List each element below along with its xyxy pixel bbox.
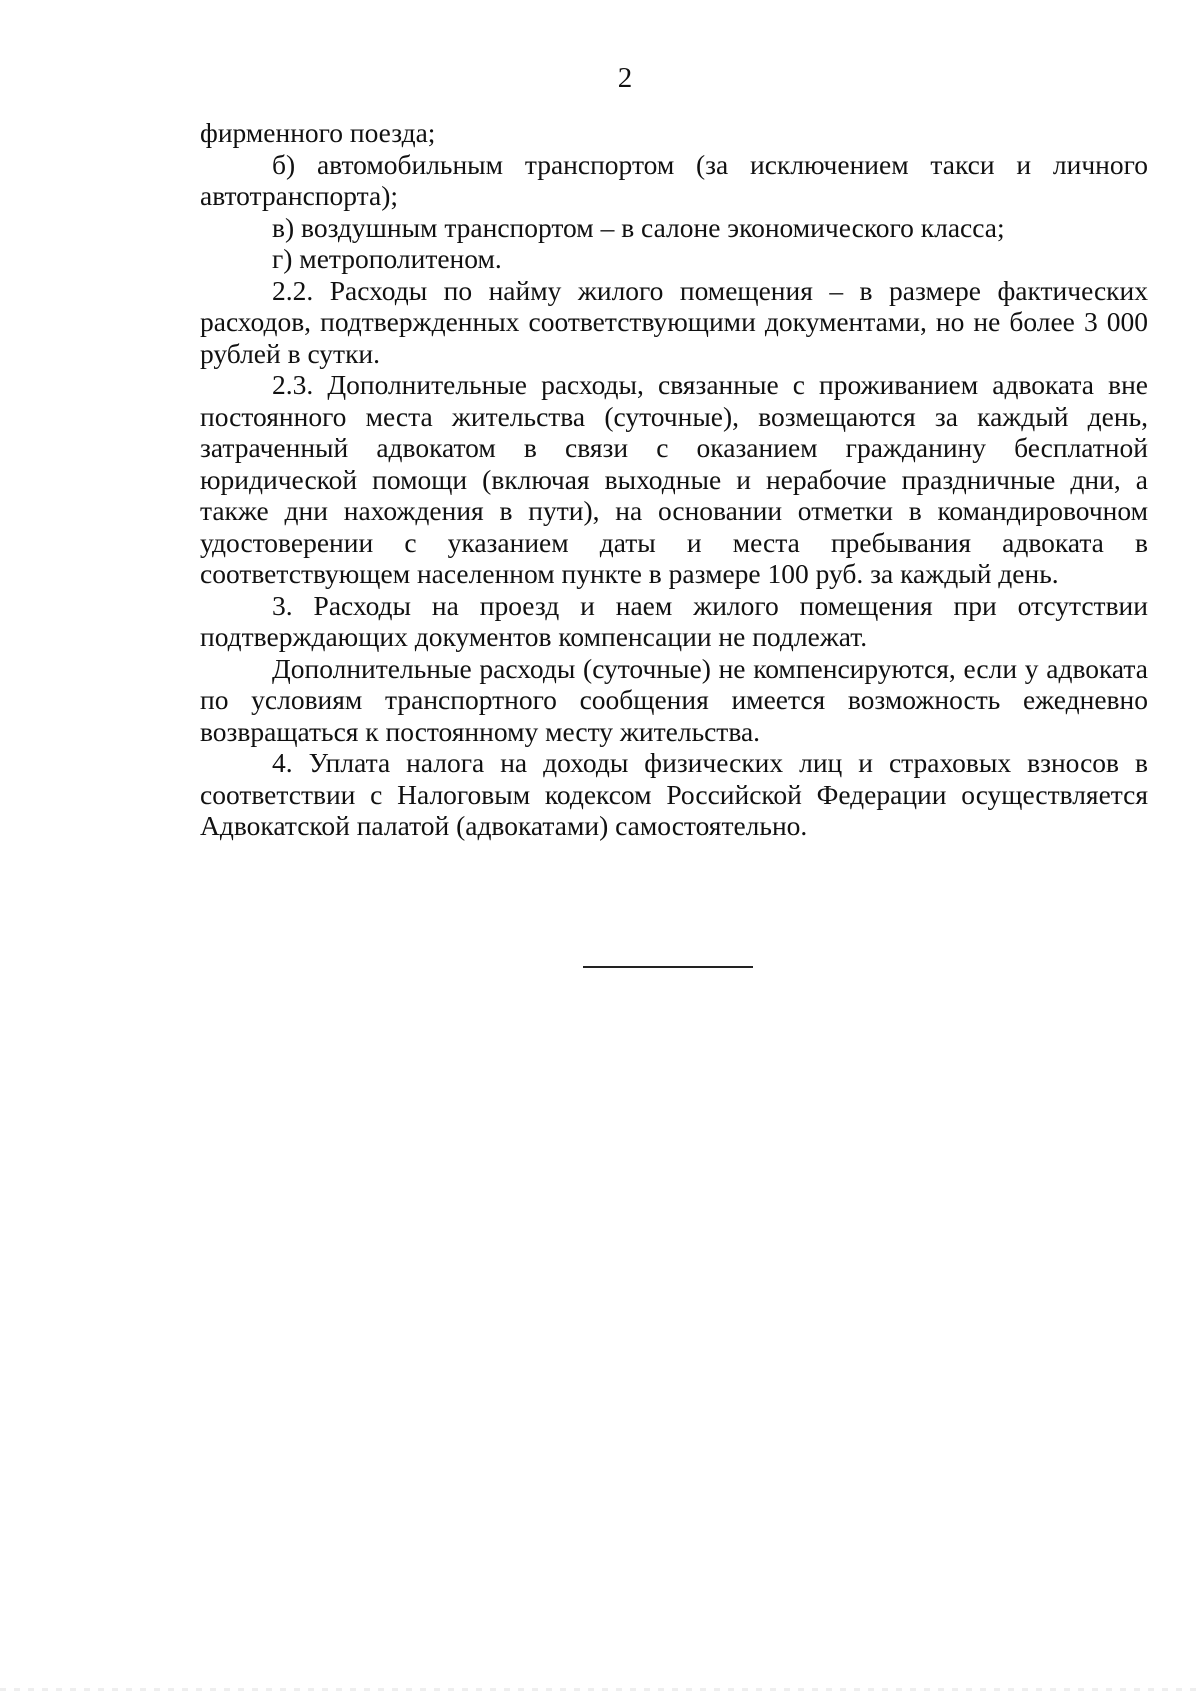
paragraph-continuation: фирменного поезда;	[200, 117, 436, 148]
document-body	[200, 117, 1148, 842]
paragraph-2-2: 2.2. Расходы по найму жилого помещения – в размере фактических расходов, подтвержденных соответствующими документами, но не более 3 000 рублей в сутки.	[200, 274, 1148, 369]
page-number: 2	[617, 62, 633, 94]
paragraph-3-additional: Дополнительные расходы (суточные) не компенсируются, если у адвоката по условиям транспортного сообщения имеется возможность ежедневно возвращаться к постоянному месту жительства.	[200, 652, 1148, 747]
paragraph-item-g: г) метрополитеном.	[272, 243, 502, 274]
paragraph-4: 4. Уплата налога на доходы физических лиц и страховых взносов в соответствии с Налоговым кодексом Российской Федерации осуществляется Адвокатской палатой (адвокатами) самостоятельно.	[200, 747, 1148, 841]
paragraph-3: 3. Расходы на проезд и наем жилого помещения при отсутствии подтверждающих документов компенсации не подлежат.	[200, 589, 1148, 652]
end-separator-line	[583, 966, 753, 968]
scan-artifact-edge	[0, 1688, 1200, 1691]
paragraph-item-v: в) воздушным транспортом – в салоне экономического класса;	[272, 211, 1005, 243]
paragraph-2-3: 2.3. Дополнительные расходы, связанные с проживанием адвоката вне постоянного места жительства (суточные), возмещаются за каждый день, затраченный адвокатом в связи с оказанием гражданину бесплатной юридической помощи (включая выходные и нерабочие праздничные дни, а также дни нахождения в пути), на основании отметки в командировочном удостоверении с указанием даты и места пребывания адвоката в соответствующем населенном пункте в размере 100 руб. за каждый день.	[200, 369, 1148, 589]
paragraph-item-b: б) автомобильным транспортом (за исключением такси и личного автотранспорта);	[200, 148, 1148, 211]
